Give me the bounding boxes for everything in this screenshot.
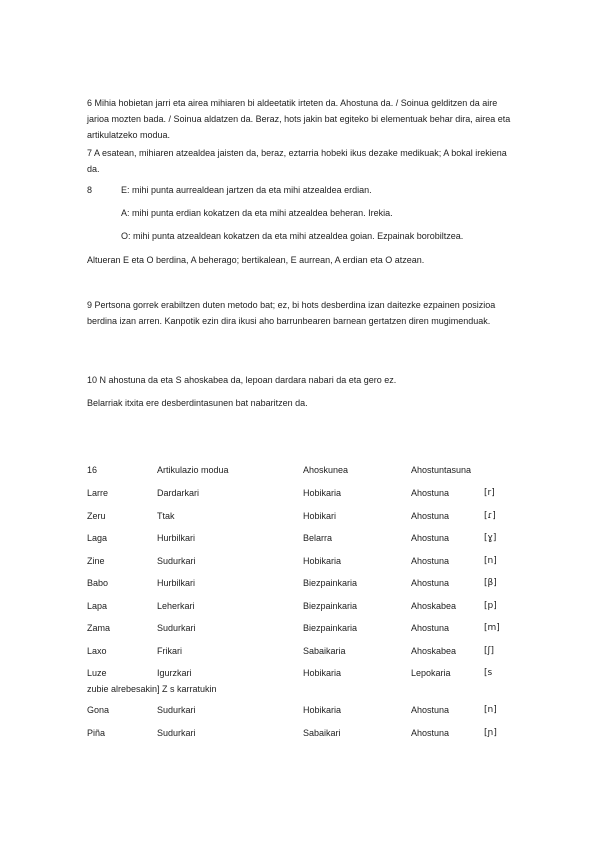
row-word: Laxo — [87, 646, 107, 656]
paragraph-6: 6 Mihia hobietan jarri eta airea mihiaren bi aldeetatik irteten da. Ahostuna da. / Soinua gelditzen da aire jarioa mozten bada. / Soinua aldatzen da. Beraz, hots jakin bat egiteko bi elementuak behar dira, airea eta artikulatzeko modua. — [87, 98, 511, 140]
header-ahoskunea: Ahoskunea — [303, 465, 349, 475]
paragraph-8-vowel-e: E: mihi punta aurrealdean jartzen da eta mihi atzealdea erdian. — [121, 185, 372, 195]
row-modua: Hurbilkari — [157, 578, 196, 588]
row-word: Luze — [87, 668, 107, 678]
row-modua: Sudurkari — [157, 705, 196, 715]
row-ipa: [p] — [484, 601, 497, 611]
row-ahoskunea: Hobikaria — [303, 705, 342, 715]
row-ahoskunea: Belarra — [303, 533, 333, 543]
row-ipa: [s — [484, 668, 493, 678]
paragraph-8-vowel-a: A: mihi punta erdian kokatzen da eta mihi atzealdea beheran. Irekia. — [121, 208, 393, 218]
paragraph-10-note: Belarriak itxita ere desberdintasunen bat nabaritzen da. — [87, 398, 308, 408]
row-ahoskunea: Hobikaria — [303, 556, 342, 566]
row-ahostuntasuna: Ahostuna — [411, 578, 450, 588]
row-ahostuntasuna: Ahostuna — [411, 728, 450, 738]
row-ahoskunea: Biezpainkaria — [303, 601, 358, 611]
row-ipa: [β] — [484, 578, 497, 588]
row-ipa: [m] — [484, 623, 500, 633]
paragraph-9: 9 Pertsona gorrek erabiltzen duten metodo bat; ez, bi hots desberdina izan daitezke ezpainen posizioa berdina izan arren. Kanpotik ezin dira ikusi aho barrunbearen barnean gertatzen diren mugimenduak. — [87, 300, 496, 326]
row-ipa: [r] — [484, 488, 495, 498]
paragraph-10: 10 N ahostuna da eta S ahoskabea da, lepoan dardara nabari da eta gero ez. — [87, 375, 397, 385]
row-ahostuntasuna: Ahostuna — [411, 488, 450, 498]
row-word: Gona — [87, 705, 110, 715]
row-word: Larre — [87, 488, 109, 498]
row-word: Zeru — [87, 511, 106, 521]
row-ahoskunea: Sabaikari — [303, 728, 341, 738]
row-ahostuntasuna: Ahostuna — [411, 705, 450, 715]
header-artikulazio-modua: Artikulazio modua — [157, 465, 229, 475]
row-word: Babo — [87, 578, 109, 588]
row-continuation-note: zubie alrebesakin] Z s karratukin — [87, 684, 217, 694]
header-number: 16 — [87, 465, 98, 475]
row-ahoskunea: Biezpainkaria — [303, 578, 358, 588]
row-ipa: [ɣ] — [484, 533, 497, 543]
row-ahoskunea: Biezpainkaria — [303, 623, 358, 633]
row-modua: Leherkari — [157, 601, 195, 611]
row-word: Zine — [87, 556, 105, 566]
row-modua: Frikari — [157, 646, 182, 656]
paragraph-7: 7 A esatean, mihiaren atzealdea jaisten da, beraz, eztarria hobeki ikus dezake medikuak; A bokal irekiena da. — [87, 148, 507, 174]
row-ahoskunea: Sabaikaria — [303, 646, 346, 656]
row-ahoskunea: Hobikaria — [303, 668, 342, 678]
paragraph-8-summary: Altueran E eta O berdina, A beherago; bertikalean, E aurrean, A erdian eta O atzean. — [87, 255, 425, 265]
row-ahoskunea: Hobikari — [303, 511, 337, 521]
row-word: Piña — [87, 728, 106, 738]
row-ipa: [ɾ] — [484, 511, 496, 521]
header-ahostuntasuna: Ahostuntasuna — [411, 465, 472, 475]
row-ahostuntasuna: Ahostuna — [411, 556, 450, 566]
row-modua: Sudurkari — [157, 556, 196, 566]
row-word: Lapa — [87, 601, 108, 611]
row-modua: Ttak — [157, 511, 175, 521]
row-ahostuntasuna: Ahostuna — [411, 511, 450, 521]
row-ahostuntasuna: Ahostuna — [411, 533, 450, 543]
row-modua: Sudurkari — [157, 728, 196, 738]
row-word: Zama — [87, 623, 111, 633]
row-modua: Sudurkari — [157, 623, 196, 633]
paragraph-8-vowel-o: O: mihi punta atzealdean kokatzen da eta mihi atzealdea goian. Ezpainak borobiltzea. — [121, 231, 464, 241]
row-ipa: [ʃ] — [484, 646, 495, 656]
row-ipa: [ɲ] — [484, 728, 497, 738]
row-modua: Igurzkari — [157, 668, 192, 678]
row-ahoskunea: Hobikaria — [303, 488, 342, 498]
row-modua: Hurbilkari — [157, 533, 196, 543]
row-ahostuntasuna: Ahoskabea — [411, 601, 457, 611]
row-modua: Dardarkari — [157, 488, 200, 498]
paragraph-8-number: 8 — [87, 185, 93, 195]
row-ahostuntasuna: Ahoskabea — [411, 646, 457, 656]
row-ahostuntasuna: Ahostuna — [411, 623, 450, 633]
row-ipa: [n] — [484, 705, 497, 715]
row-ipa: [n] — [484, 556, 497, 566]
row-word: Laga — [87, 533, 108, 543]
row-ahostuntasuna: Lepokaria — [411, 668, 451, 678]
